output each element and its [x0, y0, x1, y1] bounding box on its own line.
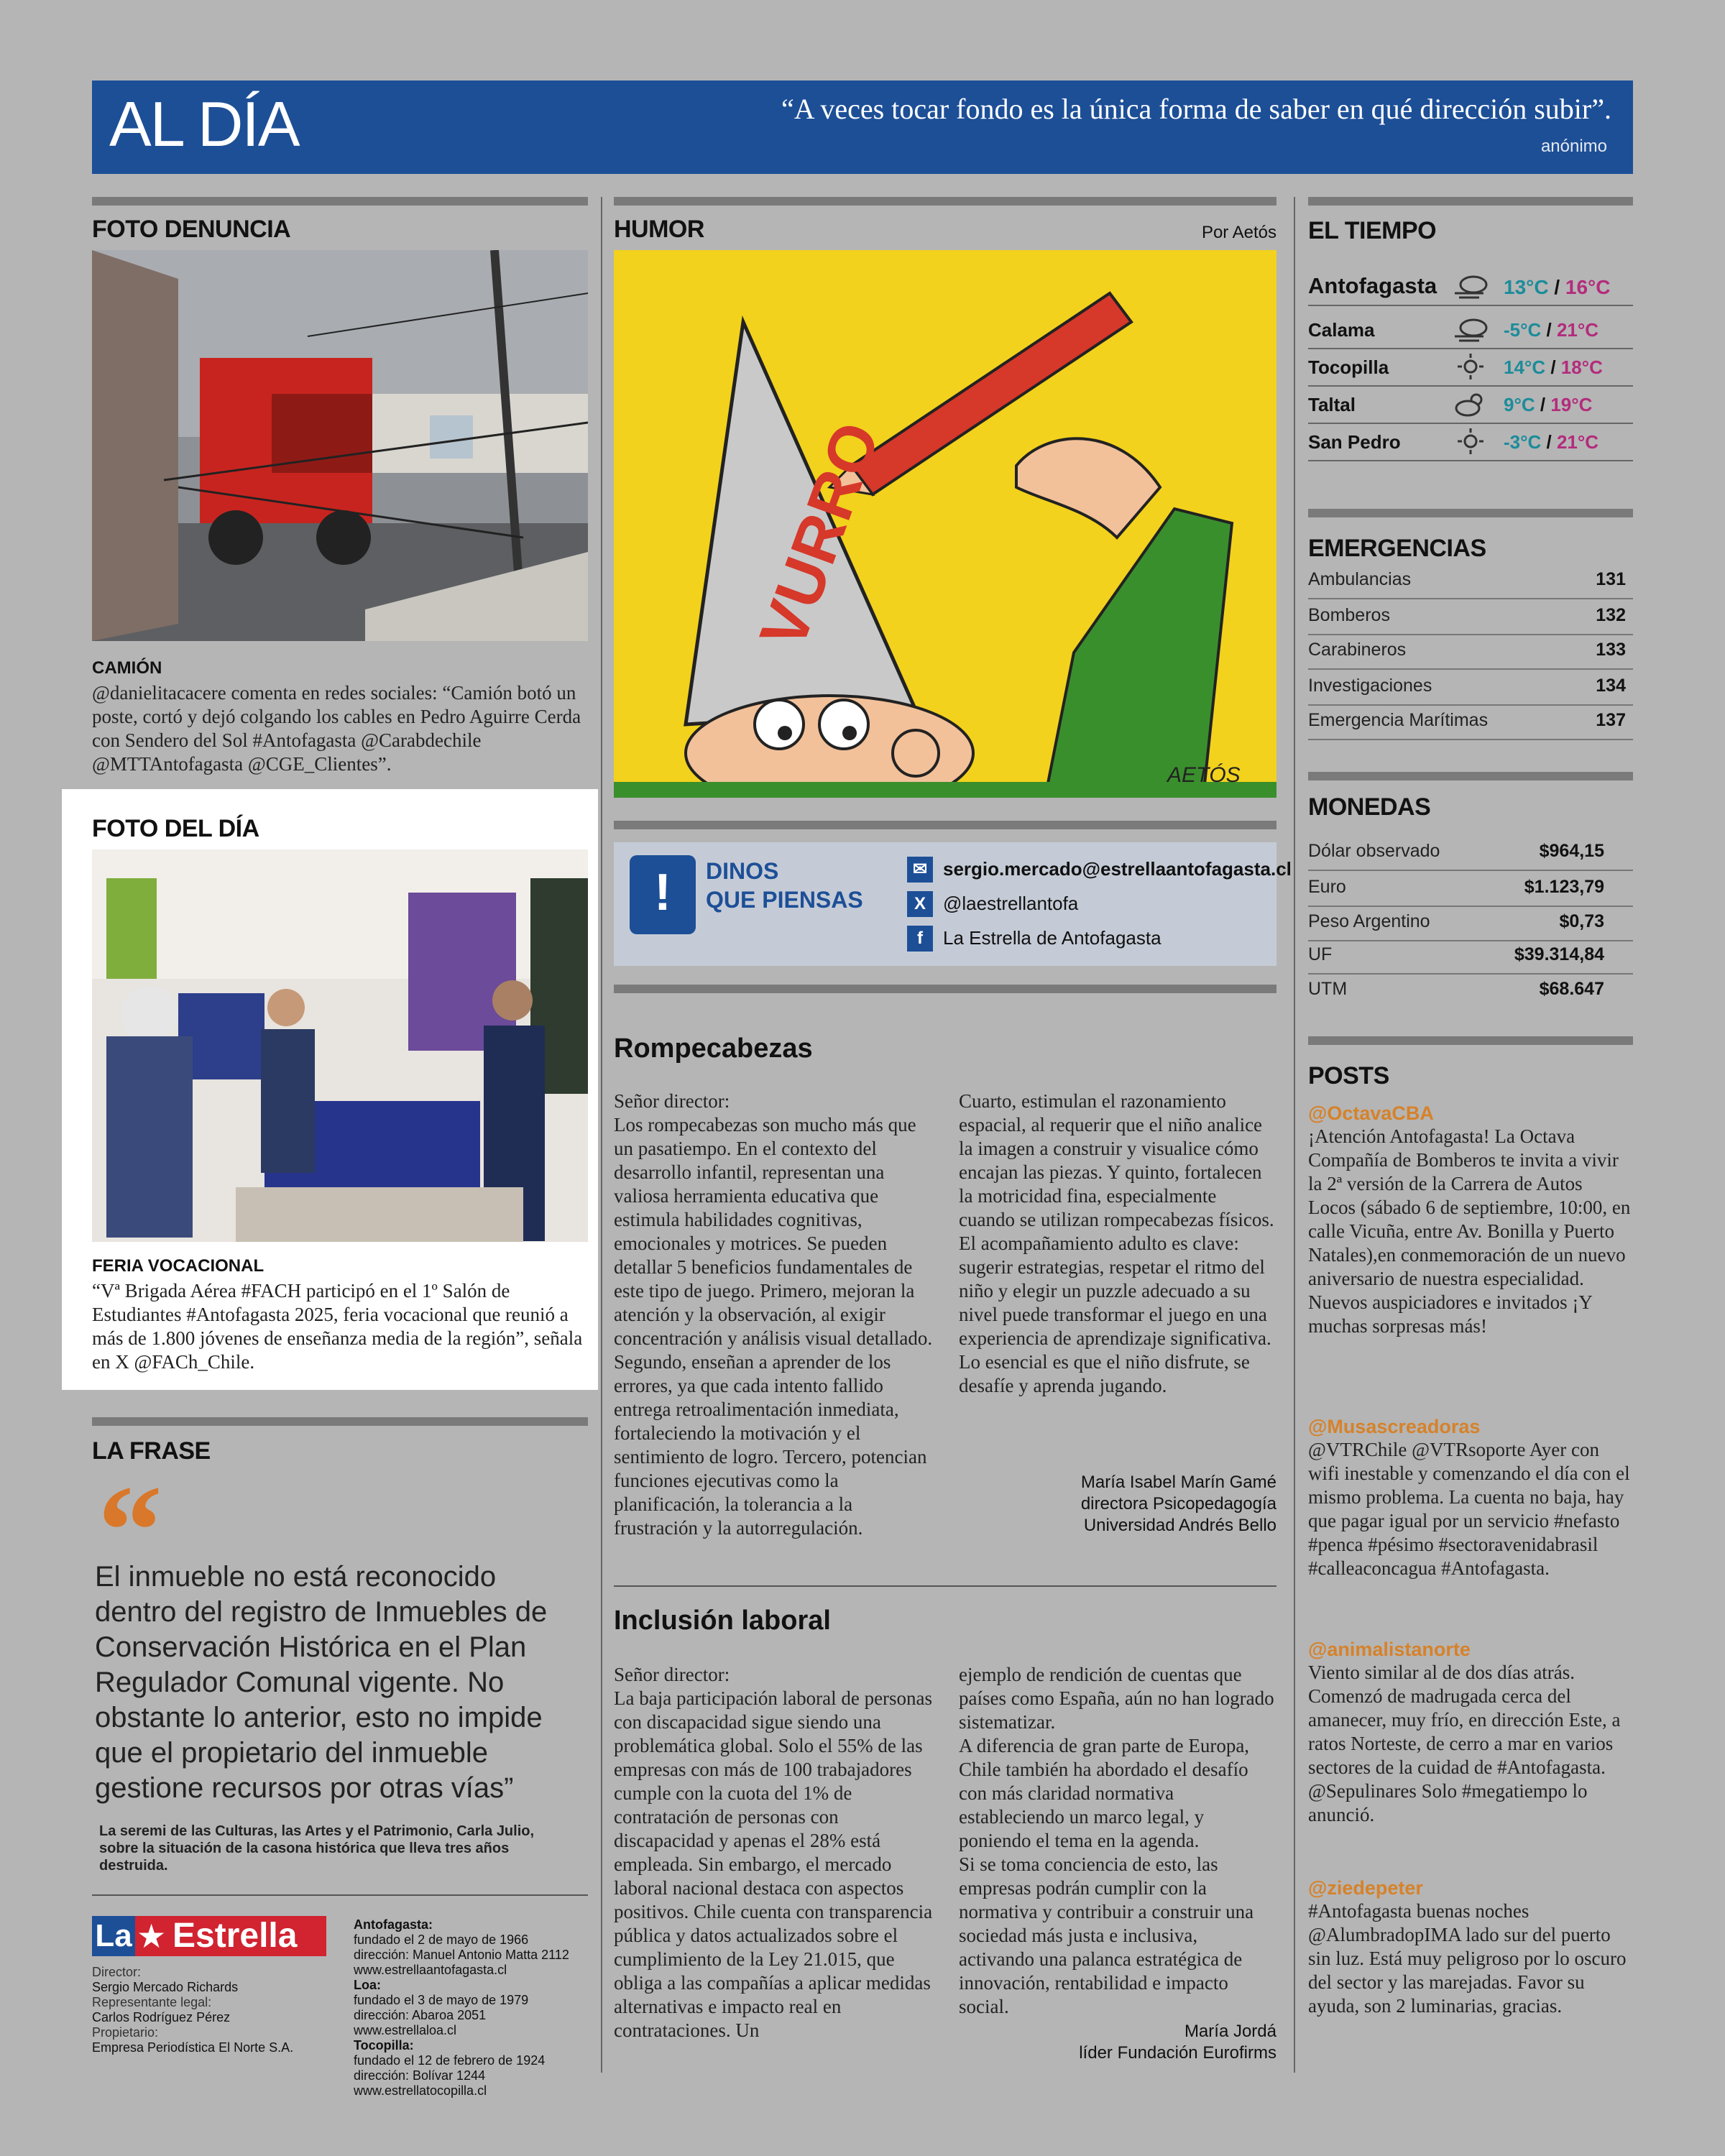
emergency-label: Carabineros — [1308, 640, 1407, 660]
letter-inclusion-col2: ejemplo de rendición de cuentas que países como España, aún no han logrado sistematizar. A diferencia de gran parte de Europa, Chile también ha abordado el desafío con más claridad normativa estableciendo un marco legal, y poniendo el tema en la agenda. Si se toma conciencia de esto, las empresas podrán cumplir con la normativa y contribuir a construir una sociedad más justa e inclusiva, activando una palanca estratégica de innovación, rentabilidad e impacto social. — [959, 1664, 1274, 2017]
temp-min: 13°C — [1504, 276, 1549, 298]
humor-author: Por Aetós — [1201, 223, 1276, 242]
weather-city: Tocopilla — [1308, 356, 1389, 378]
cartoon-text: VURRO — [746, 413, 894, 658]
divider — [92, 1894, 588, 1896]
currency-value: $1.123,79 — [1524, 877, 1604, 897]
letter-rompecabezas-signature — [959, 1472, 1276, 1537]
currency-row — [1308, 906, 1633, 941]
weather-temps: -5°C / 21°C — [1504, 319, 1599, 341]
office-founded: fundado el 12 de febrero de 1924 — [354, 2053, 546, 2068]
office-founded: fundado el 2 de mayo de 1966 — [354, 1932, 529, 1947]
cartoon-signature: AETÓS — [1167, 763, 1241, 787]
email-link[interactable]: sergio.mercado@estrellaantofagasta.cl — [943, 858, 1292, 880]
sun-icon — [1452, 428, 1489, 454]
emergency-row — [1308, 670, 1633, 706]
director-name: Sergio Mercado Richards — [92, 1980, 239, 1994]
post-item — [1308, 1416, 1632, 1580]
sun-icon — [1452, 354, 1489, 379]
emergency-number: 134 — [1596, 676, 1626, 696]
foto-del-dia-photo — [92, 849, 588, 1242]
letter-inclusion-col1: Señor director: La baja participación laboral de personas con discapacidad sigue siendo una problemática global. Solo el 55% de las empresas con más de 100 trabajadores cumple con la cuota del 1% de contratación de personas con discapacidad y apenas el 28% está empleada. Sin embargo, el mercado laboral nacional destaca con aspectos positivos. Chile cuenta con transparencia pública y datos actualizados sobre el cumplimiento de la Ley 21.015, que obliga a las compañías a aplicar medidas alternativas e impacto real en contrataciones. Un — [614, 1664, 933, 2041]
email-icon: ✉ — [907, 857, 933, 883]
la-frase-quote: El inmueble no está reconocido dentro del registro de Inmuebles de Conservación Histórica en el Plan Regulador Comunal vigente. No obstante lo anterior, esto no impide que el propietario del inmueble gestione recursos por otras vías” — [95, 1561, 548, 1804]
currency-label: UTM — [1308, 979, 1348, 999]
foto-denuncia-photo — [92, 250, 588, 641]
office-city: Tocopilla: — [354, 2038, 414, 2053]
legal-name: Carlos Rodríguez Pérez — [92, 2010, 231, 2024]
section-header — [92, 80, 1633, 174]
divider — [614, 1585, 1276, 1587]
section-rule — [614, 197, 1276, 206]
weather-row — [1308, 269, 1633, 306]
letter-rompecabezas-title: Rompecabezas — [614, 1033, 813, 1064]
foto-del-dia-caption-title: FERIA VOCACIONAL — [92, 1256, 264, 1276]
emergency-row — [1308, 634, 1633, 670]
currency-value: $68.647 — [1539, 979, 1604, 999]
legal-label: Representante legal: — [92, 1995, 212, 2009]
post-user[interactable]: @Musascreadoras — [1308, 1416, 1481, 1437]
foto-denuncia-caption-title: CAMIÓN — [92, 658, 162, 678]
signer-org: Universidad Andrés Bello — [1083, 1516, 1276, 1535]
currency-row — [1308, 835, 1633, 871]
office-city: Loa: — [354, 1978, 381, 1992]
emergency-label: Bomberos — [1308, 605, 1390, 625]
weather-temps: 14°C / 18°C — [1504, 356, 1603, 378]
logo-estrella: Estrella — [172, 1917, 298, 1955]
weather-row — [1308, 424, 1633, 461]
emergency-row — [1308, 599, 1633, 635]
currency-row — [1308, 871, 1633, 907]
section-rule — [614, 821, 1276, 829]
x-handle-link[interactable]: @laestrellantofa — [943, 893, 1079, 914]
temp-max: 19°C — [1550, 394, 1593, 415]
section-rule — [1308, 1036, 1633, 1045]
post-user[interactable]: @ziedepeter — [1308, 1877, 1423, 1899]
weather-row — [1308, 387, 1633, 424]
temp-max: 18°C — [1560, 356, 1603, 378]
tiempo-title: EL TIEMPO — [1308, 217, 1437, 244]
cloudy-wind-icon — [1452, 316, 1489, 342]
currency-label: Euro — [1308, 877, 1346, 897]
office-address: dirección: Manuel Antonio Matta 2112 — [354, 1948, 569, 1962]
cloudy-wind-icon — [1452, 273, 1489, 299]
masthead-staff — [92, 1965, 336, 2055]
x-icon: X — [907, 891, 933, 917]
owner-label: Propietario: — [92, 2025, 159, 2040]
weather-row — [1308, 312, 1633, 349]
partly-cloudy-icon — [1452, 391, 1489, 417]
section-rule — [92, 197, 588, 206]
office-web: www.estrellatocopilla.cl — [354, 2083, 487, 2098]
humor-title: HUMOR — [614, 216, 704, 243]
post-item — [1308, 1102, 1632, 1338]
humor-cartoon — [614, 250, 1276, 798]
signer-role: directora Psicopedagogía — [1080, 1494, 1276, 1514]
office-web: www.estrellaantofagasta.cl — [354, 1963, 507, 1977]
posts-title: POSTS — [1308, 1062, 1389, 1089]
weather-temps: -3°C / 21°C — [1504, 431, 1599, 453]
currency-label: UF — [1308, 944, 1333, 964]
masthead-offices — [354, 1917, 591, 2099]
post-user[interactable]: @animalistanorte — [1308, 1639, 1471, 1660]
temp-max: 16°C — [1565, 276, 1611, 298]
header-quote: “A veces tocar fondo es la única forma de saber en qué dirección subir”. — [781, 93, 1611, 125]
foto-del-dia-caption: “Vª Brigada Aérea #FACH participó en el 1º Salón de Estudiantes #Antofagasta 2025, feria vocacional que reunió a más de 1.800 jóvenes de enseñanza media de la región”, señala en X @FACh_Chile. — [92, 1280, 583, 1373]
foto-del-dia-title: FOTO DEL DÍA — [92, 815, 259, 842]
currency-row — [1308, 973, 1633, 1008]
letter-rompecabezas-col2: Cuarto, estimulan el razonamiento espacial, al requerir que el niño analice la imagen a construir y visualice cómo encajan las piezas. Y quinto, fortalecen la motricidad fina, especialmente cuando se utilizan rompecabezas físicos. El acompañamiento adulto es clave: sugerir estrategias, respetar el ritmo del niño y elegir un puzzle adecuado a su nivel puede transformar el juego en una experiencia de aprendizaje significativa. Lo esencial es que el niño disfrute, se desafíe y aprenda jugando. — [959, 1090, 1274, 1396]
signer-name: María Isabel Marín Gamé — [1080, 1473, 1276, 1492]
quote-mark-icon: “ — [98, 1459, 162, 1602]
dinos-que-piensas-box — [614, 842, 1292, 966]
post-user[interactable]: @OctavaCBA — [1308, 1102, 1434, 1124]
facebook-icon: f — [907, 926, 933, 952]
monedas-title: MONEDAS — [1308, 793, 1431, 821]
column-divider — [601, 197, 602, 2073]
la-estrella-logo — [92, 1916, 326, 1956]
owner-name: Empresa Periodística El Norte S.A. — [92, 2040, 294, 2055]
temp-min: 14°C — [1504, 356, 1546, 378]
office-address: dirección: Bolívar 1244 — [354, 2068, 486, 2083]
temp-min: -5°C — [1504, 319, 1542, 341]
weather-city: Taltal — [1308, 394, 1356, 415]
emergency-number: 133 — [1596, 640, 1626, 660]
logo-la: La — [92, 1916, 135, 1956]
la-frase-attribution: La seremi de las Culturas, las Artes y el Patrimonio, Carla Julio, sobre la situación de la casona histórica que lleva tres años destruida. — [99, 1823, 535, 1874]
foto-denuncia-title: FOTO DENUNCIA — [92, 216, 291, 243]
letter-inclusion-title: Inclusión laboral — [614, 1606, 831, 1636]
weather-row — [1308, 349, 1633, 387]
office-web: www.estrellaloa.cl — [354, 2023, 457, 2037]
header-quote-author: anónimo — [1540, 137, 1607, 156]
emergency-label: Ambulancias — [1308, 569, 1412, 589]
section-rule — [614, 985, 1276, 993]
director-label: Director: — [92, 1965, 142, 1979]
office-city: Antofagasta: — [354, 1917, 433, 1932]
exclamation-icon: ! — [630, 855, 696, 934]
temp-min: 9°C — [1504, 394, 1535, 415]
emergency-row — [1308, 563, 1633, 599]
emergency-label: Emergencia Marítimas — [1308, 710, 1489, 730]
emergencias-title: EMERGENCIAS — [1308, 535, 1486, 562]
section-title: AL DÍA — [109, 88, 299, 160]
facebook-link[interactable]: La Estrella de Antofagasta — [943, 927, 1162, 949]
temp-min: -3°C — [1504, 431, 1542, 453]
section-rule — [1308, 509, 1633, 517]
emergency-row — [1308, 704, 1633, 740]
currency-value: $964,15 — [1539, 841, 1604, 861]
letter-inclusion-signature — [959, 2021, 1276, 2064]
currency-value: $39.314,84 — [1514, 944, 1604, 964]
post-text: @VTRChile @VTRsoporte Ayer con wifi inestable y comenzando el día con el mismo problema. La cuenta no baja, hay que pagar igual por un servicio #nefasto #penca #pésimo #sectoravenidabrasil #calleaconcagua #Antofagasta. — [1308, 1439, 1630, 1579]
dinos-label — [706, 857, 863, 914]
post-text: Viento similar al de dos días atrás. Comenzó de madrugada cerca del amanecer, muy frío, en dirección Este, a ratos Norteste, de cerro a mar en varios sectores de la cuidad de #Antofagasta. @Sepulinares Solo #megatiempo lo anunció. — [1308, 1662, 1621, 1825]
letter-rompecabezas-col1: Señor director: Los rompecabezas son mucho más que un pasatiempo. En el contexto del desarrollo infantil, representan una valiosa herramienta educativa que estimula habilidades cognitivas, emocionales y motrices. Se pueden detallar 5 beneficios fundamentales de este tipo de juego. Primero, mejoran la atención y la observación, al exigir concentración y análisis visual detallado. Segundo, enseñan a aprender de los errores, ya que cada intento fallido entrega retroalimentación inmediata, fortaleciendo la motivación y el sentimiento de logro. Tercero, potencian funciones ejecutivas como la planificación, la tolerancia a la frustración y la autorregulación. — [614, 1090, 933, 1539]
weather-temps: 13°C / 16°C — [1504, 276, 1611, 298]
emergency-number: 137 — [1596, 710, 1626, 730]
column-divider — [1294, 197, 1295, 2073]
office-founded: fundado el 3 de mayo de 1979 — [354, 1993, 529, 2007]
temp-max: 21°C — [1556, 431, 1599, 453]
weather-city: San Pedro — [1308, 431, 1401, 453]
currency-label: Dólar observado — [1308, 841, 1440, 861]
emergency-number: 131 — [1596, 569, 1626, 589]
dinos-label-line2: QUE PIENSAS — [706, 887, 863, 913]
foto-denuncia-caption: @danielitacacere comenta en redes sociales: “Camión botó un poste, cortó y dejó colgando los cables en Pedro Aguirre Cerda con Sendero del Sol #Antofagasta @Carabdechile @MTTAntofagasta @CGE_Clientes”. — [92, 682, 581, 775]
emergency-number: 132 — [1596, 605, 1626, 625]
post-item — [1308, 1877, 1632, 2018]
signer-role: líder Fundación Eurofirms — [1079, 2043, 1276, 2063]
temp-max: 21°C — [1556, 319, 1599, 341]
emergency-label: Investigaciones — [1308, 676, 1432, 696]
post-item — [1308, 1639, 1632, 1827]
section-rule — [92, 1417, 588, 1426]
signer-name: María Jordá — [1184, 2022, 1276, 2041]
currency-label: Peso Argentino — [1308, 911, 1430, 931]
office-address: dirección: Abaroa 2051 — [354, 2008, 487, 2022]
weather-city: Calama — [1308, 319, 1375, 341]
post-text: #Antofagasta buenas noches @AlumbradopIMA lado sur del puerto sin luz. Está muy peligroso por lo oscuro del sector y las marejadas. Favor su ayuda, son 2 luminarias, gracias. — [1308, 1900, 1627, 2017]
currency-row — [1308, 939, 1633, 975]
star-icon: ★ — [137, 1917, 167, 1955]
la-frase-title: LA FRASE — [92, 1437, 211, 1465]
post-text: ¡Atención Antofagasta! La Octava Compañía de Bomberos te invita a vivir la 2ª versión de la Carrera de Autos Locos (sábado 6 de septiembre, 10:00, en calle Vicuña, entre Av. Bonilla y Puerto Natales),en conmemoración de un nuevo aniversario de nuestra especialidad. Nuevos auspiciadores e invitados ¡Y muchas sorpresas más! — [1308, 1125, 1631, 1337]
section-rule — [1308, 772, 1633, 780]
weather-city: Antofagasta — [1308, 273, 1438, 298]
dinos-label-line1: DINOS — [706, 858, 779, 884]
weather-temps: 9°C / 19°C — [1504, 394, 1593, 415]
currency-value: $0,73 — [1559, 911, 1604, 931]
section-rule — [1308, 197, 1633, 206]
